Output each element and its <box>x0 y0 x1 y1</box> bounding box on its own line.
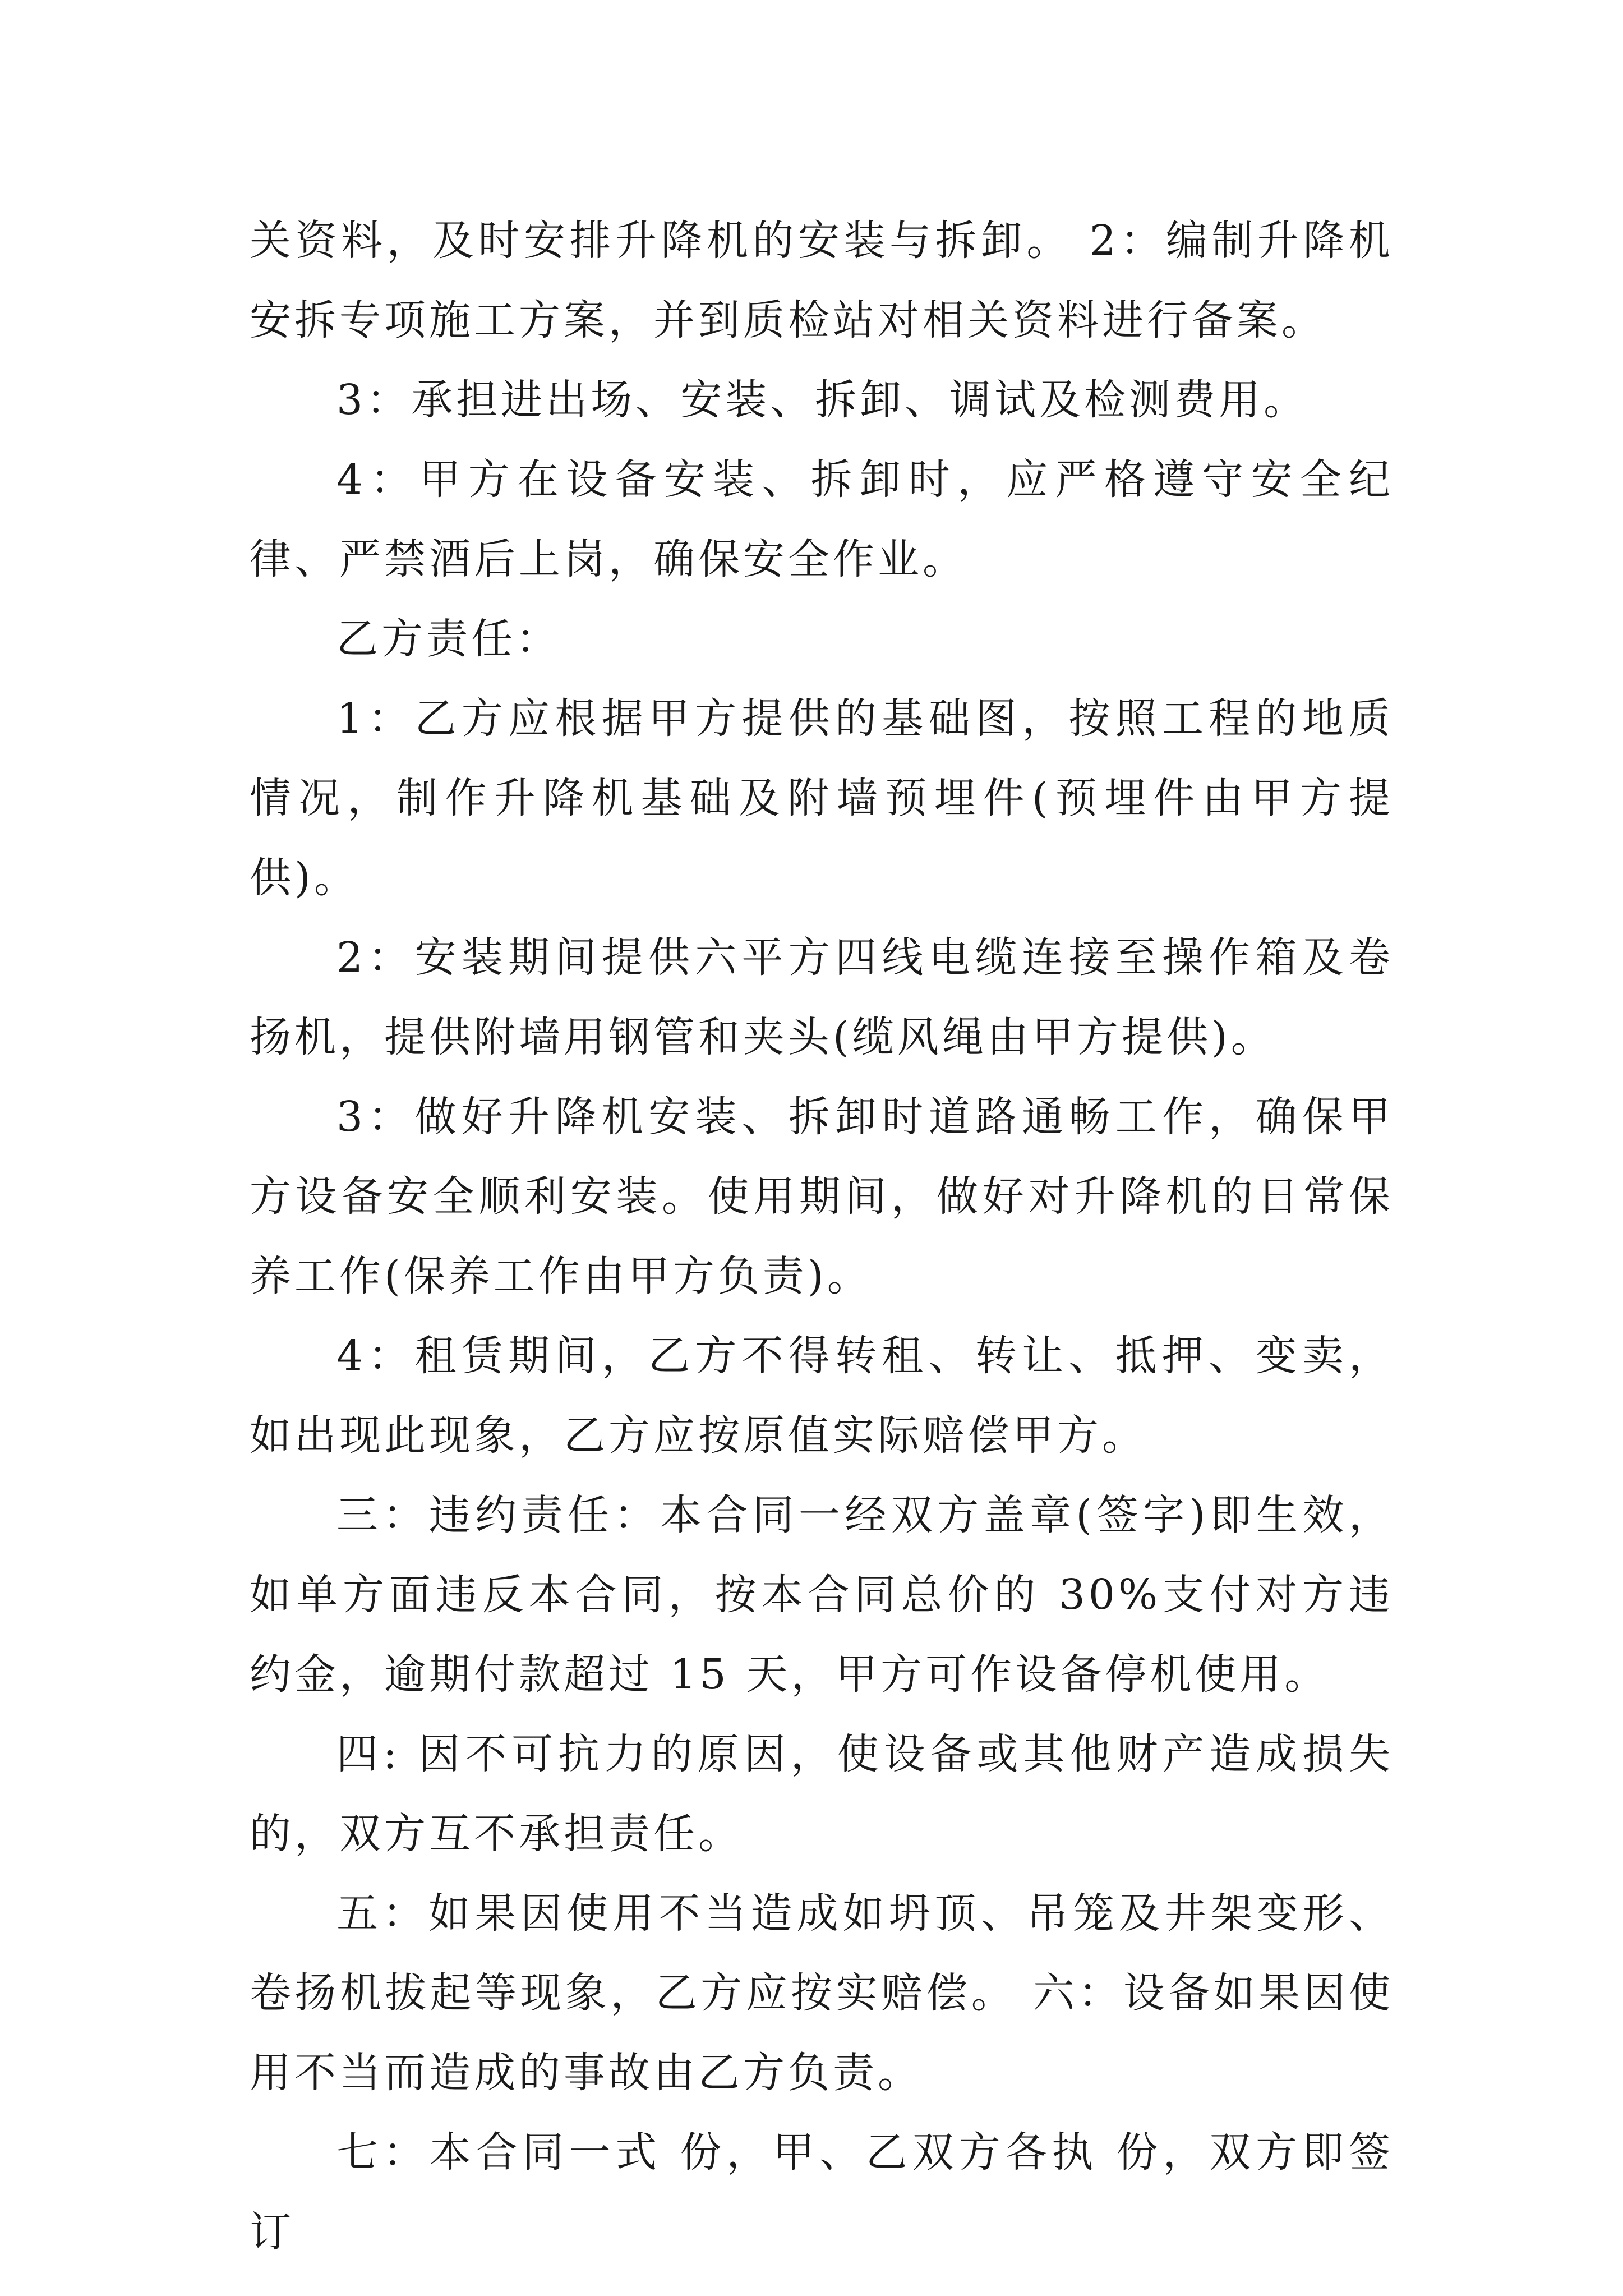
section-heading-party-b: 乙方责任： <box>336 615 561 663</box>
paragraph-2: 3：承担进出场、安装、拆卸、调试及检测费用。 <box>336 376 1309 424</box>
paragraph-8: 4：租赁期间，乙方不得转租、转让、抵押、变卖，如出现此现象，乙方应按原值实际赔偿甲方。 <box>250 1332 1394 1460</box>
paragraph-12: 七：本合同一式 份，甲、乙双方各执 份，双方即签订 <box>250 2128 1394 2256</box>
paragraph-1: 关资料，及时安排升降机的安装与拆卸。 2：编制升降机安拆专项施工方案，并到质检站对相关资料进行备案。 <box>250 217 1394 344</box>
paragraph-7: 3：做好升降机安装、拆卸时道路通畅工作，确保甲方设备安全顺利安装。使用期间，做好对升降机的日常保养工作(保养工作由甲方负责)。 <box>250 1093 1394 1300</box>
paragraph-10: 四: 因不可抗力的原因，使设备或其他财产造成损失的，双方互不承担责任。 <box>250 1730 1394 1858</box>
paragraph-9: 三：违约责任：本合同一经双方盖章(签字)即生效，如单方面违反本合同，按本合同总价的 30%支付对方违约金，逾期付款超过 15 天，甲方可作设备停机使用。 <box>250 1491 1394 1699</box>
paragraph-6: 2：安装期间提供六平方四线电缆连接至操作箱及卷扬机，提供附墙用钢管和夹头(缆风绳由甲方提供)。 <box>250 933 1394 1061</box>
paragraph-5: 1：乙方应根据甲方提供的基础图，按照工程的地质情况，制作升降机基础及附墙预埋件(预埋件由甲方提供)。 <box>250 694 1394 902</box>
paragraph-3: 4：甲方在设备安装、拆卸时，应严格遵守安全纪律、严禁酒后上岗，确保安全作业。 <box>250 455 1394 583</box>
document-body <box>250 201 1394 2272</box>
paragraph-11: 五：如果因使用不当造成如坍顶、吊笼及井架变形、卷扬机拔起等现象，乙方应按实赔偿。 六：设备如果因使用不当而造成的事故由乙方负责。 <box>250 1889 1394 2097</box>
